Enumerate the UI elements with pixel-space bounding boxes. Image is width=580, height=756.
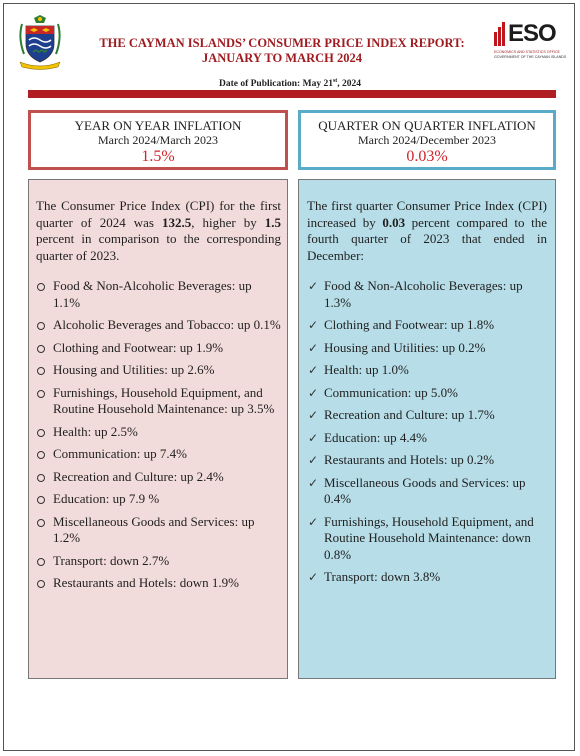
checkmark-icon: ✓ xyxy=(308,408,319,422)
circle-bullet-icon xyxy=(37,496,45,504)
circle-bullet-icon xyxy=(37,367,45,375)
list-item xyxy=(307,430,547,447)
list-item xyxy=(36,340,281,357)
qoq-component-list xyxy=(307,278,547,586)
list-item-text: Recreation and Culture: up 2.4% xyxy=(53,468,224,484)
checkmark-icon: ✓ xyxy=(308,475,319,490)
yoy-intro-text-2: , higher by xyxy=(191,214,265,230)
eso-logo xyxy=(494,20,567,64)
yoy-summary-box xyxy=(28,110,288,170)
list-item-text: Transport: down 2.7% xyxy=(53,552,170,568)
circle-bullet-icon xyxy=(37,451,45,459)
checkmark-icon: ✓ xyxy=(308,570,319,584)
report-title-line-1: THE CAYMAN ISLANDS’ CONSUMER PRICE INDEX REPORT: xyxy=(99,36,465,50)
qoq-title: QUARTER ON QUARTER INFLATION xyxy=(318,118,536,133)
yoy-value: 1.5% xyxy=(141,148,175,165)
publication-date xyxy=(0,78,580,89)
checkmark-icon: ✓ xyxy=(308,279,319,293)
list-item-text: Recreation and Culture: up 1.7% xyxy=(324,407,495,422)
qoq-period: March 2024/December 2023 xyxy=(358,133,496,147)
eso-logo-subtitle-2: GOVERNMENT OF THE CAYMAN ISLANDS xyxy=(494,54,567,59)
qoq-intro-text-1: The first quarter Consumer Price Index (CPI) increased by xyxy=(307,198,547,230)
list-item xyxy=(36,317,281,334)
list-item-text: Furnishings, Household Equipment, and Routine Household Maintenance: up 3.5% xyxy=(53,384,275,416)
list-item xyxy=(36,553,281,570)
list-item-text: Restaurants and Hotels: up 0.2% xyxy=(324,452,495,467)
eso-logo-subtitle xyxy=(494,50,567,59)
cayman-coat-of-arms-icon xyxy=(16,14,64,70)
qoq-detail-panel xyxy=(298,179,556,679)
list-item-text: Transport: down 3.8% xyxy=(324,569,441,584)
list-item xyxy=(36,385,281,418)
list-item xyxy=(36,278,281,311)
qoq-intro-text-2: percent compared to the fourth quarter of 2023 that ended in December: xyxy=(307,214,547,263)
list-item xyxy=(36,424,281,441)
circle-bullet-icon xyxy=(37,390,45,398)
list-item xyxy=(307,475,547,508)
checkmark-icon: ✓ xyxy=(308,318,319,332)
publication-date-year: , 2024 xyxy=(337,79,362,90)
list-item xyxy=(307,407,547,424)
report-title-line-2: JANUARY TO MARCH 2024 xyxy=(201,51,363,65)
list-item xyxy=(307,385,547,402)
checkmark-icon: ✓ xyxy=(308,340,319,355)
list-item xyxy=(307,362,547,379)
list-item-text: Miscellaneous Goods and Services: up 0.4% xyxy=(324,474,526,506)
yoy-period: March 2024/March 2023 xyxy=(98,133,218,147)
yoy-percent-value: 1.5 xyxy=(264,214,282,230)
yoy-intro-text-3: percent in comparison to the corresponding quarter of 2023. xyxy=(36,231,281,263)
circle-bullet-icon xyxy=(37,474,45,482)
list-item xyxy=(36,362,281,379)
list-item-text: Communication: up 5.0% xyxy=(324,384,458,400)
list-item xyxy=(307,278,547,311)
yoy-cpi-value: 132.5 xyxy=(161,214,192,230)
qoq-intro xyxy=(307,198,547,264)
list-item-text: Communication: up 7.4% xyxy=(53,446,187,461)
list-item xyxy=(36,491,281,508)
list-item-text: Education: up 4.4% xyxy=(324,429,427,445)
circle-bullet-icon xyxy=(37,580,45,588)
list-item xyxy=(307,569,547,586)
eso-logo-subtitle-1: ECONOMICS AND STATISTICS OFFICE xyxy=(494,50,560,54)
circle-bullet-icon xyxy=(37,345,45,353)
yoy-intro xyxy=(36,198,281,264)
checkmark-icon: ✓ xyxy=(308,385,319,400)
list-item-text: Miscellaneous Goods and Services: up 1.2% xyxy=(53,513,255,545)
list-item xyxy=(307,340,547,357)
list-item xyxy=(307,452,547,469)
checkmark-icon: ✓ xyxy=(308,430,319,445)
yoy-detail-panel xyxy=(28,179,288,679)
checkmark-icon: ✓ xyxy=(308,363,319,377)
list-item xyxy=(36,514,281,547)
yoy-intro-text-1: The Consumer Price Index (CPI) for the first quarter of 2024 was xyxy=(36,198,281,230)
checkmark-icon: ✓ xyxy=(308,453,319,467)
list-item-text: Housing and Utilities: up 2.6% xyxy=(53,362,215,377)
circle-bullet-icon xyxy=(37,283,45,291)
list-item-text: Clothing and Footwear: up 1.8% xyxy=(324,317,495,332)
qoq-percent-value: 0.03 xyxy=(382,214,406,230)
header-divider xyxy=(28,90,556,98)
list-item-text: Alcoholic Beverages and Tobacco: up 0.1% xyxy=(53,317,281,332)
publication-date-prefix: Date of Publication: May 21 xyxy=(218,79,333,90)
circle-bullet-icon xyxy=(37,558,45,566)
list-item-text: Furnishings, Household Equipment, and Routine Household Maintenance: down 0.8% xyxy=(324,513,534,562)
qoq-summary-box xyxy=(298,110,556,170)
publication-date-suffix-sup: st xyxy=(332,78,338,84)
list-item xyxy=(36,469,281,486)
list-item-text: Food & Non-Alcoholic Beverages: up 1.3% xyxy=(324,278,523,310)
list-item xyxy=(307,514,547,564)
list-item-text: Health: up 2.5% xyxy=(53,423,138,439)
circle-bullet-icon xyxy=(37,322,45,330)
eso-logo-text: ESO xyxy=(508,20,556,47)
list-item xyxy=(36,575,281,592)
circle-bullet-icon xyxy=(37,519,45,527)
list-item-text: Clothing and Footwear: up 1.9% xyxy=(53,339,224,355)
yoy-title: YEAR ON YEAR INFLATION xyxy=(74,118,242,133)
list-item xyxy=(36,446,281,463)
list-item-text: Housing and Utilities: up 0.2% xyxy=(324,339,486,355)
list-item-text: Food & Non-Alcoholic Beverages: up 1.1% xyxy=(53,278,252,310)
eso-logo-bars-icon xyxy=(494,22,508,46)
yoy-component-list xyxy=(36,278,281,592)
list-item-text: Restaurants and Hotels: down 1.9% xyxy=(53,575,239,590)
qoq-value: 0.03% xyxy=(406,148,448,165)
list-item-text: Health: up 1.0% xyxy=(324,362,409,377)
checkmark-icon: ✓ xyxy=(308,514,319,529)
report-title xyxy=(70,36,494,66)
circle-bullet-icon xyxy=(37,429,45,437)
list-item xyxy=(307,317,547,334)
list-item-text: Education: up 7.9 % xyxy=(53,491,160,506)
